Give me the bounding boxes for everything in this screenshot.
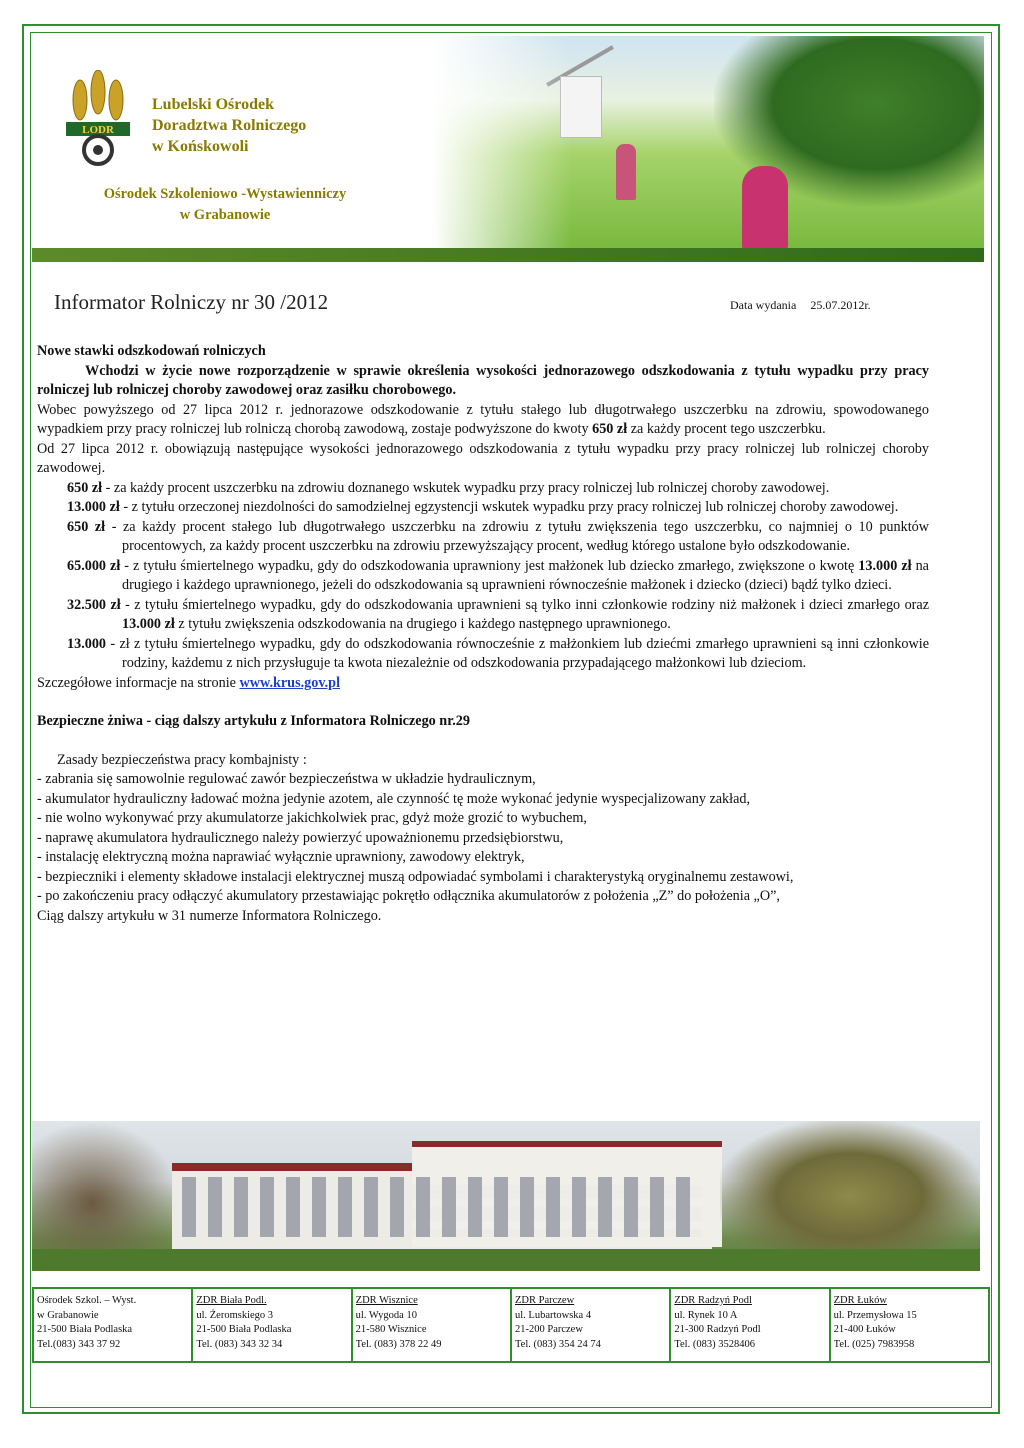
org-line: w Końskowoli xyxy=(152,138,249,155)
building-photo xyxy=(32,1121,980,1271)
date-label: Data wydania xyxy=(730,298,797,312)
compensation-item: 32.500 zł - z tytułu śmiertelnego wypadku, gdy do odszkodowania uprawnieni są tylko inni członkowie rodziny niż małżonek i dzieci zmarłego oraz 13.000 zł z tytułu zwiększenia odszkodowania na drugiego i każdego następnego uprawnionego. xyxy=(67,596,929,632)
safety-rule: - nie wolno wykonywać przy akumulatorze jakichkolwiek prac, gdyż może grozić to wybuchem, xyxy=(37,810,587,826)
lead-paragraph: Wchodzi w życie nowe rozporządzenie w sprawie określenia wysokości jednorazowego odszkodowania z tytułu wypadku przy pracy rolniczej lub rolniczej choroby zawodowej oraz zasiłku chorobowego. xyxy=(37,362,929,398)
article-body xyxy=(37,342,929,926)
compensation-item: 65.000 zł - z tytułu śmiertelnego wypadku, gdy do odszkodowania uprawniony jest małżonek lub dziecko zmarłego, zwiększone o kwotę 13.000 zł na drugiego i każdego uprawnionego, jeżeli do odszkodowania są uprawnieni równocześnie małżonek i dziecko (dzieci) bądź tylko dzieci. xyxy=(67,557,929,593)
compensation-item: 650 zł - za każdy procent stałego lub długotrwałego uszczerbku na zdrowiu z tytułu zwiększenia tego uszczerbku, co najmniej o 10 punktów procentowych, za każdy procent uszczerbku na zdrowiu przewyższający procent, według którego ustalone było odszkodowanie. xyxy=(67,518,929,554)
issue-date xyxy=(730,298,871,313)
person-figure xyxy=(742,166,788,250)
compensation-item: 13.000 zł - z tytułu orzeczonej niezdolności do samodzielnej egzystencji wskutek wypadku przy pracy rolniczej lub rolniczej choroby zawodowej. xyxy=(67,499,899,515)
organization-subtitle xyxy=(50,184,400,226)
compensation-item: 13.000 - zł z tytułu śmiertelnego wypadku, gdy do odszkodowania równocześnie z małżonkiem lub dziećmi zmarłego uprawnieni są inni członkowie rodziny, każdemu z nich przysługuje ta kwota niezależnie od odszkodowania przypadającego małżonkowi lub dzieciom. xyxy=(67,635,929,671)
sub-line: w Grabanowie xyxy=(179,207,271,223)
building-windows xyxy=(182,1177,702,1237)
lawn xyxy=(32,1249,980,1271)
person-figure xyxy=(616,144,636,200)
org-line: Lubelski Ośrodek xyxy=(152,96,274,113)
paragraph: Od 27 lipca 2012 r. obowiązują następujące wysokości jednorazowego odszkodowania z tytułu wypadku przy pracy rolniczej lub rolniczej choroby zawodowej. xyxy=(37,440,929,476)
header-green-bar xyxy=(32,248,984,262)
safety-rule: - bezpieczniki i elementy składowe instalacji elektrycznej muszą odpowiadać symbolami i charakterystyką oryginalnemu zestawowi, xyxy=(37,868,794,885)
compensation-item: 650 zł - za każdy procent uszczerbku na zdrowiu doznanego wskutek wypadku przy pracy rolniczej lub rolniczej choroby zawodowej. xyxy=(67,479,830,496)
section-heading: Nowe stawki odszkodowań rolniczych xyxy=(37,343,266,359)
krus-link[interactable]: www.krus.gov.pl xyxy=(239,674,341,691)
details-line: Szczegółowe informacje na stronie www.krus.gov.pl xyxy=(37,674,341,691)
section-heading: Bezpieczne żniwa - ciąg dalszy artykułu z Informatora Rolniczego nr.29 xyxy=(37,713,470,729)
date-value: 25.07.2012r. xyxy=(810,298,871,312)
footer-office: ZDR Radzyń Podl ul. Rynek 10 A 21-300 Radzyń Podl Tel. (083) 3528406 xyxy=(671,1289,830,1361)
closing-note: Ciąg dalszy artykułu w 31 numerze Informatora Rolniczego. xyxy=(37,907,382,924)
safety-rule: - instalację elektryczną można naprawiać wyłącznie uprawniony, zawodowy elektryk, xyxy=(37,849,525,865)
bulletin-title: Informator Rolniczy nr 30 /2012 xyxy=(54,290,329,314)
sub-line: Ośrodek Szkoleniowo -Wystawienniczy xyxy=(103,186,347,202)
logo-text: LODR xyxy=(82,124,114,136)
paragraph: Wobec powyższego od 27 lipca 2012 r. jednorazowe odszkodowanie z tytułu stałego lub długotrwałego uszczerbku na zdrowiu, spowodowanego wypadkiem przy pracy rolniczej lub rolniczą chorobą zawodową, zostaje podwyższone do kwoty 650 zł za każdy procent tego uszczerbku. xyxy=(37,401,929,437)
footer-office: Ośrodek Szkol. – Wyst. w Grabanowie 21-500 Biała Podlaska Tel.(083) 343 37 92 xyxy=(34,1289,193,1361)
header-fade xyxy=(432,36,572,250)
footer-office: ZDR Wisznice ul. Wygoda 10 21-580 Wisznice Tel. (083) 378 22 49 xyxy=(353,1289,512,1361)
footer-office: ZDR Parczew ul. Lubartowska 4 21-200 Parczew Tel. (083) 354 24 74 xyxy=(512,1289,671,1361)
safety-rule: - po zakończeniu pracy odłączyć akumulatory przestawiając pokrętło odłącznika akumulatorów z położenia „Z” do położenia „O”, xyxy=(37,888,780,904)
lodr-logo-icon xyxy=(58,70,138,170)
org-line: Doradztwa Rolniczego xyxy=(152,117,307,134)
footer-office: ZDR Łuków ul. Przemysłowa 15 21-400 Łuków Tel. (025) 7983958 xyxy=(833,1295,917,1350)
footer-office: ZDR Biała Podl. ul. Żeromskiego 3 21-500 Biała Podlaska Tel. (083) 343 32 34 xyxy=(193,1289,352,1361)
safety-rule: - naprawę akumulatora hydraulicznego należy powierzyć upoważnionemu przedsiębiorstwu, xyxy=(37,829,564,846)
rules-intro: Zasady bezpieczeństwa pracy kombajnisty : xyxy=(57,751,307,768)
footer-contacts xyxy=(32,1287,990,1363)
organization-name xyxy=(152,94,306,157)
safety-rule: - zabrania się samowolnie regulować zawór bezpieczeństwa w układzie hydraulicznym, xyxy=(37,771,536,787)
safety-rule: - akumulator hydrauliczny ładować można jedynie azotem, ale czynność tę może wykonać jedynie wyspecjalizowany zakład, xyxy=(37,790,751,807)
